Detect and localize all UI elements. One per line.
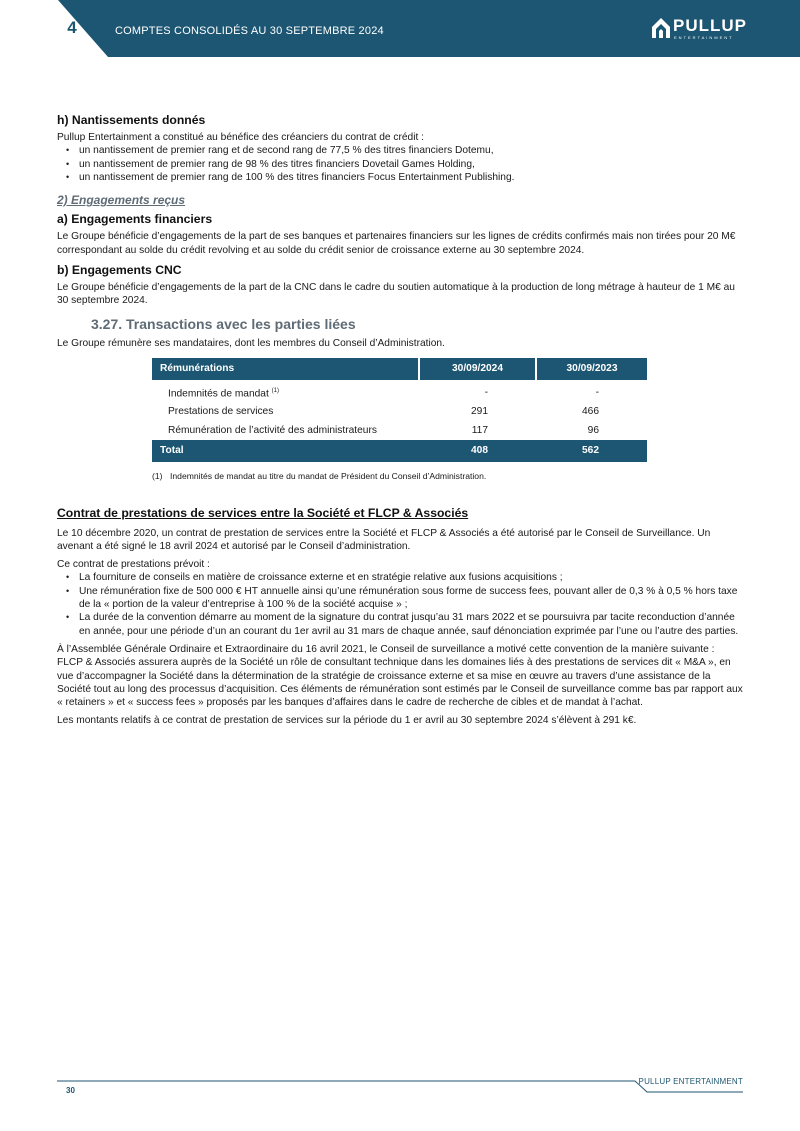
list-item: • un nantissement de premier rang de 98 % des titres financiers Dovetail Games Holding, [57, 158, 743, 171]
logo-subtext: ENTERTAINMENT [674, 35, 734, 40]
heading-transactions-parties-liees: 3.27. Transactions avec les parties liées [91, 315, 356, 332]
footnote-text: Indemnités de mandat au titre du mandat de Président du Conseil d’Administration. [170, 470, 487, 481]
table-footnote [152, 470, 743, 483]
contract-list [57, 571, 743, 637]
remuneration-table [152, 358, 647, 462]
contract-paragraph: À l’Assemblée Générale Ordinaire et Extraordinaire du 16 avril 2021, le Conseil de surveillance a motivé cette convention de la manière suivante : FLCP & Associés assurera auprès de la Société un rôle de consultant technique dans les domaines liés à des prestations de services dit « M&A », en vue d’accompagner la Société dans la détermination de la stratégie de croissance externe et sa mise en œuvre au travers d’une assistance de la Société tout au long des processus d’acquisition. Ces éléments de rémunération sont estimés par le Conseil de surveillance comme bas par rapport aux « retainers » et « success fees » proposés par les banques d’affaires dans le cadre de recherche de cibles et de mandat à l’achat. [57, 643, 743, 709]
cell-2024: - [484, 386, 488, 398]
logo-wordmark: PULLUP [673, 16, 747, 35]
heading-engagements-financiers: a) Engagements financiers [57, 212, 213, 227]
nantissements-intro: Pullup Entertainment a constitué au bénéfice des créanciers du contrat de crédit : [57, 132, 424, 143]
engagements-cnc-text: Le Groupe bénéficie d’engagements de la part de la CNC dans le cadre du soutien automatique à la production de long métrage à hauteur de 1 M€ au 30 septembre 2024. [57, 282, 735, 307]
cell-2024: 291 [471, 405, 488, 417]
table-header-row [152, 358, 647, 380]
row-label: Rémunération de l’activité des administrateurs [168, 424, 377, 436]
footnote-number: (1) [152, 470, 163, 481]
column-header: Rémunérations [152, 358, 419, 380]
heading-nantissements: h) Nantissements donnés [57, 113, 206, 127]
page-number: 30 [66, 1086, 75, 1095]
cell-2024: 117 [471, 424, 488, 436]
column-header: 30/09/2023 [536, 358, 647, 380]
heading-contrat-flcp: Contrat de prestations de services entre la Société et FLCP & Associés [57, 506, 469, 521]
table-row [152, 421, 647, 440]
contract-paragraph: Ce contrat de prestations prévoit : [57, 559, 210, 571]
contract-paragraph: Les montants relatifs à ce contrat de prestation de services sur la période du 1 er avril au 30 septembre 2024 s’élèvent à 291 k€. [57, 715, 637, 727]
main-content [57, 113, 743, 733]
logo-mark-icon [652, 18, 670, 38]
list-item: • un nantissement de premier rang de 100 % des titres financiers Focus Entertainment Publishing. [57, 171, 743, 184]
contract-paragraph: Le 10 décembre 2020, un contrat de prestation de services entre la Société et FLCP & Associés a été autorisé par le Conseil de Surveillance. Un avenant a été signé le 18 avril 2024 et autorisé par le Conseil d’administration. [57, 527, 711, 552]
list-item: • La durée de la convention démarre au moment de la signature du contrat jusqu’au 31 mars 2022 et se poursuivra par tacite reconduction d’année en année, pour une période d’un an courant du 1er avril au 31 mars de chaque année, sauf dénonciation exprimée par l’une ou l’autre des parties. [57, 611, 743, 638]
chapter-number: 4 [67, 18, 77, 37]
list-item: • La fourniture de conseils en matière de croissance externe et en stratégie relative aux fusions acquisitions ; [57, 571, 743, 584]
footer-brand: PULLUP ENTERTAINMENT [638, 1077, 743, 1086]
total-2023: 562 [536, 440, 647, 462]
table-total-row [152, 440, 647, 462]
row-label: Indemnités de mandat $^{(1)}$ [168, 387, 279, 400]
table-row [152, 380, 647, 402]
total-label: Total [152, 440, 419, 462]
cell-2023: 466 [582, 405, 599, 417]
company-logo [652, 16, 747, 42]
footnote-marker: (1) [271, 387, 279, 394]
page-header [0, 0, 800, 57]
row-label: Prestations de services [168, 405, 274, 417]
section-title-engagements-recus: 2) Engagements reçus [57, 193, 186, 208]
engagements-financiers-text: Le Groupe bénéficie d’engagements de la part de ses banques et partenaires financiers sur les lignes de crédits confirmés mais non tirées pour 20 M€ correspondant au solde du crédit revolving et au solde du crédit senior de croissance externe au 30 septembre 2024. [57, 231, 736, 256]
cell-2023: 96 [587, 424, 599, 436]
total-2024: 408 [419, 440, 536, 462]
transactions-intro: Le Groupe rémunère ses mandataires, dont les membres du Conseil d’Administration. [57, 337, 445, 349]
nantissements-list [57, 144, 743, 184]
table-row [152, 402, 647, 421]
list-item: • un nantissement de premier rang et de second rang de 77,5 % des titres financiers Dotemu, [57, 144, 743, 157]
heading-engagements-cnc: b) Engagements CNC [57, 263, 182, 278]
column-header: 30/09/2024 [419, 358, 536, 380]
cell-2023: - [595, 386, 599, 398]
header-title: COMPTES CONSOLIDÉS AU 30 SEPTEMBRE 2024 [115, 25, 384, 37]
list-item: • Une rémunération fixe de 500 000 € HT annuelle ainsi qu’une rémunération sous forme de success fees, pouvant aller de 0,3 % à 0,5 % hors taxe de la « portion de la valeur d’entreprise à 100 % de la société acquise » ; [57, 585, 743, 612]
